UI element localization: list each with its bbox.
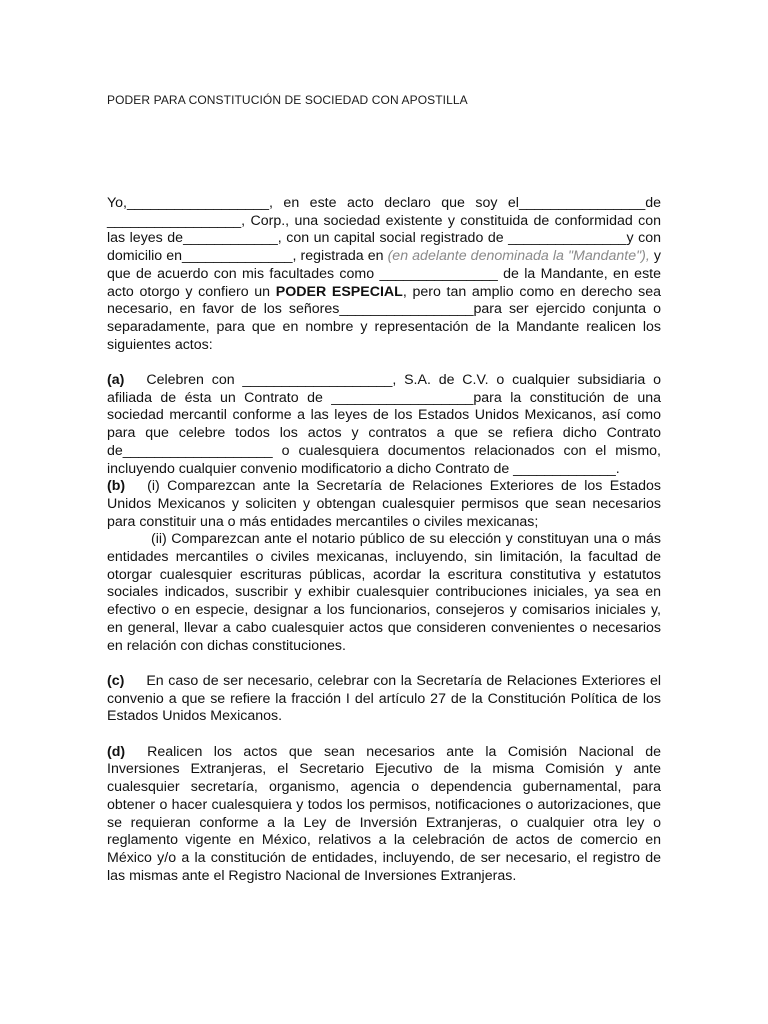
clause-c: [107, 673, 661, 726]
poder-especial: PODER ESPECIAL: [275, 283, 403, 300]
clause-b-i-text: (i) Comparezcan ante la Secretaría de Relaciones Exteriores de los Estados Unidos Mexicanos y soliciten y obtengan cualesquier permisos que sean necesarios para constituir una o más entidades mercantiles o civiles mexicanas;: [107, 478, 661, 530]
clause-a: [107, 372, 661, 478]
intro-text-3: , pero tan amplio como en derecho sea necesario, en favor de los señores_________________para ser ejercido conjunta o separadamente, para que en nombre y representación de la Mandante realicen los siguientes actos:: [107, 283, 661, 353]
clause-a-text: Celebren con ___________________, S.A. de C.V. o cualquier subsidiaria o afiliada de ésta un Contrato de __________________para la constitución de una sociedad mercantil conforme a las leyes de los Estados Unidos Mexicanos, así como para que celebre todos los actos y contratos a que se refiera dicho Contrato de___________________ o cualesquiera documentos relacionados con el mismo, incluyendo cualquier convenio modificatorio a dicho Contrato de _____________.: [107, 372, 661, 477]
mandante-note: (en adelante denominada la "Mandante"),: [387, 248, 650, 265]
clause-d: [107, 744, 661, 886]
clause-c-label: (c): [107, 672, 125, 689]
clause-d-label: (d): [107, 743, 126, 760]
clause-a-label: (a): [107, 372, 125, 389]
clause-c-text: En caso de ser necesario, celebrar con la Secretaría de Relaciones Exteriores el convenio a que se refiere la fracción I del artículo 27 de la Constitución Política de los Estados Unidos Mexicanos.: [107, 672, 661, 725]
document-title: PODER PARA CONSTITUCIÓN DE SOCIEDAD CON APOSTILLA: [107, 93, 468, 107]
intro-paragraph: [107, 195, 661, 354]
clause-b-i: [107, 478, 661, 531]
intro-text-1: Yo,__________________, en este acto declaro que soy el________________de _________________, Corp., una sociedad existente y constituida de conformidad con las leyes de____________, con un capital social registrado de _______________y con domicilio en______________, registrada en: [107, 195, 661, 265]
intro-text-2: y que de acuerdo con mis facultades como _______________ de la Mandante, en este acto otorgo y confiero un: [107, 248, 662, 300]
document-body: [107, 195, 661, 885]
clause-d-text: Realicen los actos que sean necesarios ante la Comisión Nacional de Inversiones Extranjeras, el Secretario Ejecutivo de la misma Comisión y ante cualesquier secretaría, organismo, agencia o dependencia gubernamental, para obtener o hacer cualesquiera y todos los permisos, notificaciones o autorizaciones, que se requieran conforme a la Ley de Inversión Extranjeras, o cualquier otra ley o reglamento vigente en México, relativos a la celebración de actos de comercio en México y/o a la constitución de entidades, incluyendo, de ser necesario, el registro de las mismas ante el Registro Nacional de Inversiones Extranjeras.: [107, 743, 661, 884]
clause-b-ii: [107, 531, 661, 655]
clause-b-label: (b): [107, 478, 126, 495]
clause-b-ii-text: (ii) Comparezcan ante el notario público de su elección y constituyan una o más entidades mercantiles o civiles mexicanas, incluyendo, sin limitación, la facultad de otorgar cualesquier escrituras públicas, acordar la escritura constitutiva y estatutos sociales indicados, suscribir y exhibir cualesquier contribuciones iniciales, ya sea en efectivo o en especie, designar a los funcionarios, consejeros y comisarios iniciales y, en general, llevar a cabo cualesquier actos que consideren convenientes o necesarios en relación con dichas constituciones.: [107, 531, 661, 654]
